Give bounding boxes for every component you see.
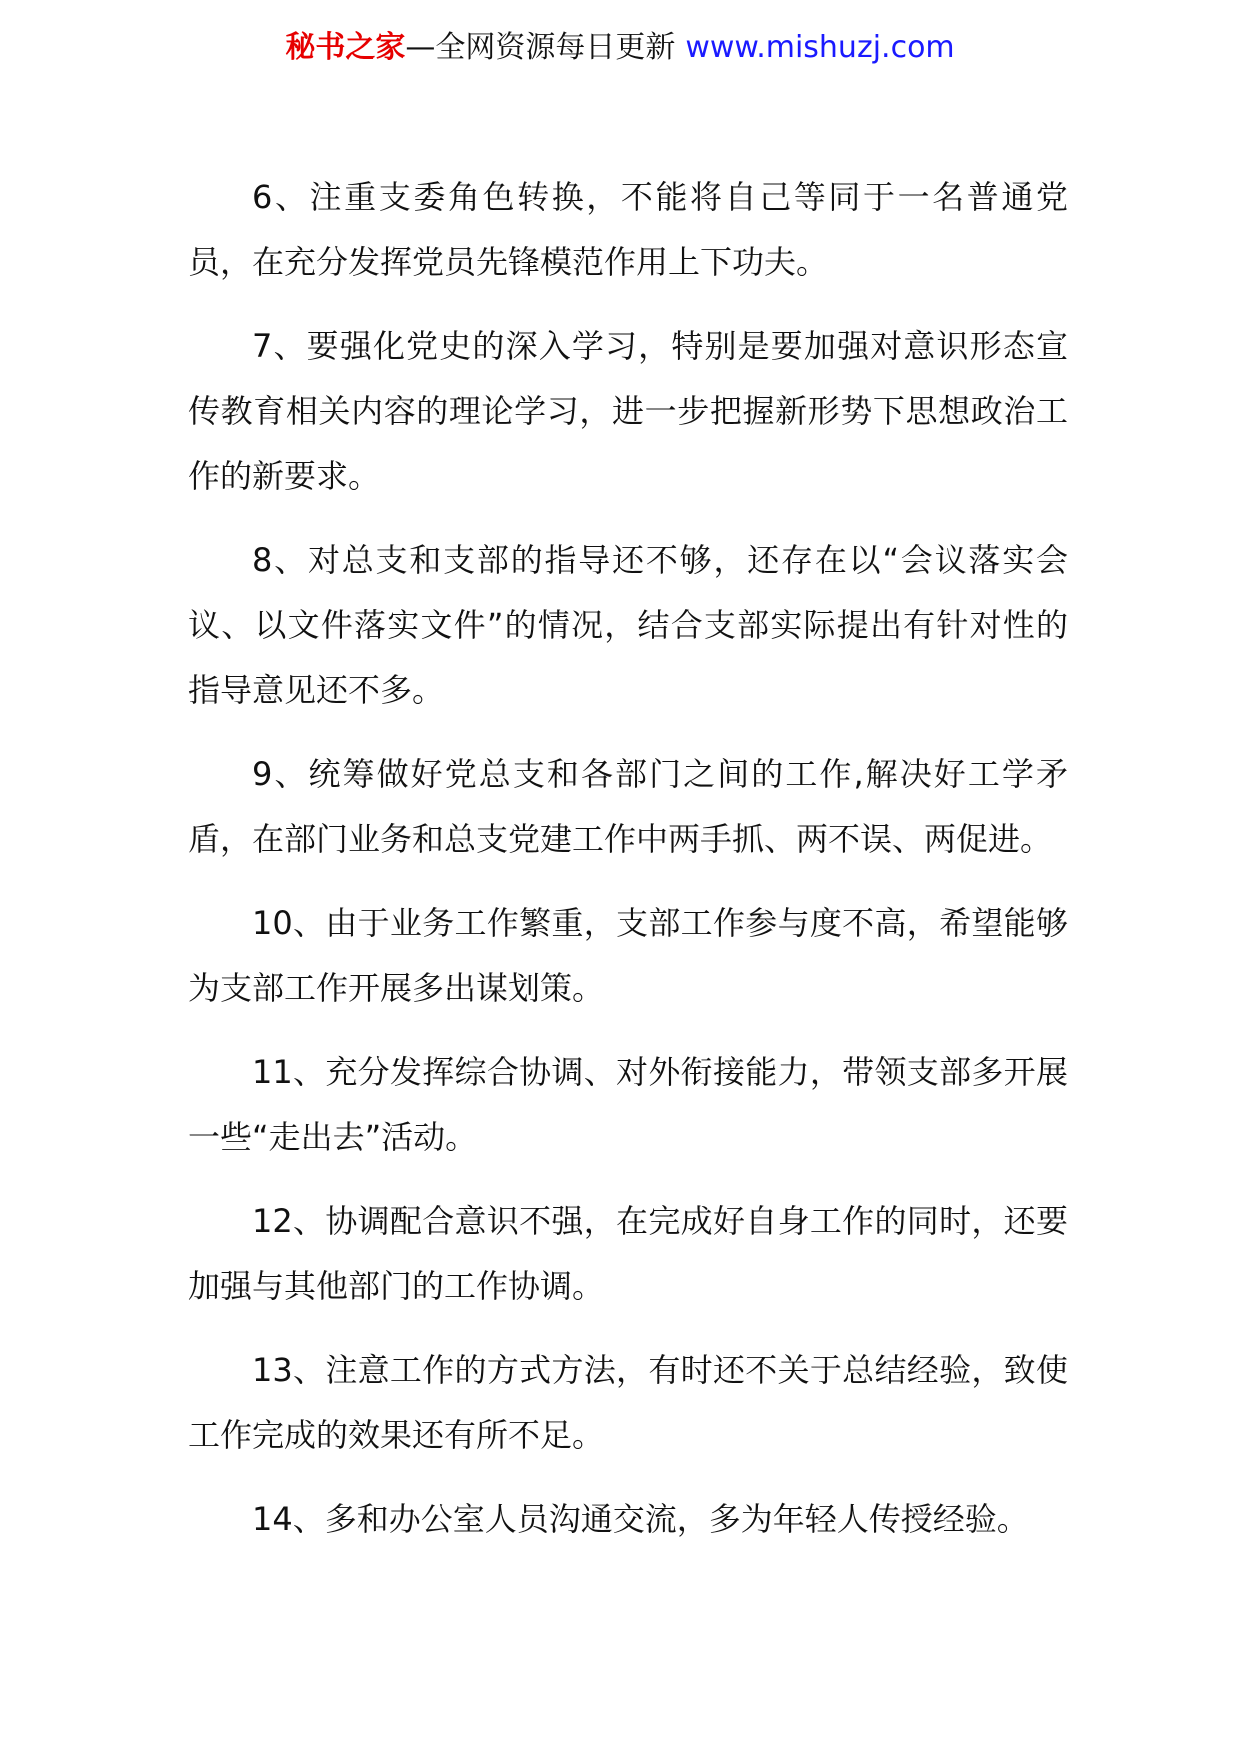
paragraph-item-9: 9、统筹做好党总支和各部门之间的工作,解决好工学矛盾，在部门业务和总支党建工作中两手抓、两不误、两促进。 [188,755,1068,858]
paragraph-item-10: 10、由于业务工作繁重，支部工作参与度不高，希望能够为支部工作开展多出谋划策。 [188,904,1068,1007]
page-header [0,28,1240,68]
paragraph-item-12: 12、协调配合意识不强，在完成好自身工作的同时，还要加强与其他部门的工作协调。 [188,1202,1068,1305]
paragraph-item-6: 6、注重支委角色转换，不能将自己等同于一名普通党员，在充分发挥党员先锋模范作用上下功夫。 [188,178,1068,281]
site-tagline: —全网资源每日更新 [405,30,676,65]
paragraph-item-13: 13、注意工作的方式方法，有时还不关于总结经验，致使工作完成的效果还有所不足。 [188,1351,1068,1454]
site-brand: 秘书之家 [285,30,406,65]
paragraph-item-11: 11、充分发挥综合协调、对外衔接能力，带领支部多开展一些“走出去”活动。 [188,1053,1068,1156]
paragraph-item-7: 7、要强化党史的深入学习，特别是要加强对意识形态宣传教育相关内容的理论学习，进一步把握新形势下思想政治工作的新要求。 [188,327,1068,495]
document-body [188,165,1068,1571]
paragraph-item-8: 8、对总支和支部的指导还不够，还存在以“会议落实会议、以文件落实文件”的情况，结合支部实际提出有针对性的指导意见还不多。 [188,541,1068,709]
paragraph-item-14: 14、多和办公室人员沟通交流，多为年轻人传授经验。 [252,1500,1029,1538]
site-url-link[interactable]: www.mishuzj.com [685,30,955,65]
